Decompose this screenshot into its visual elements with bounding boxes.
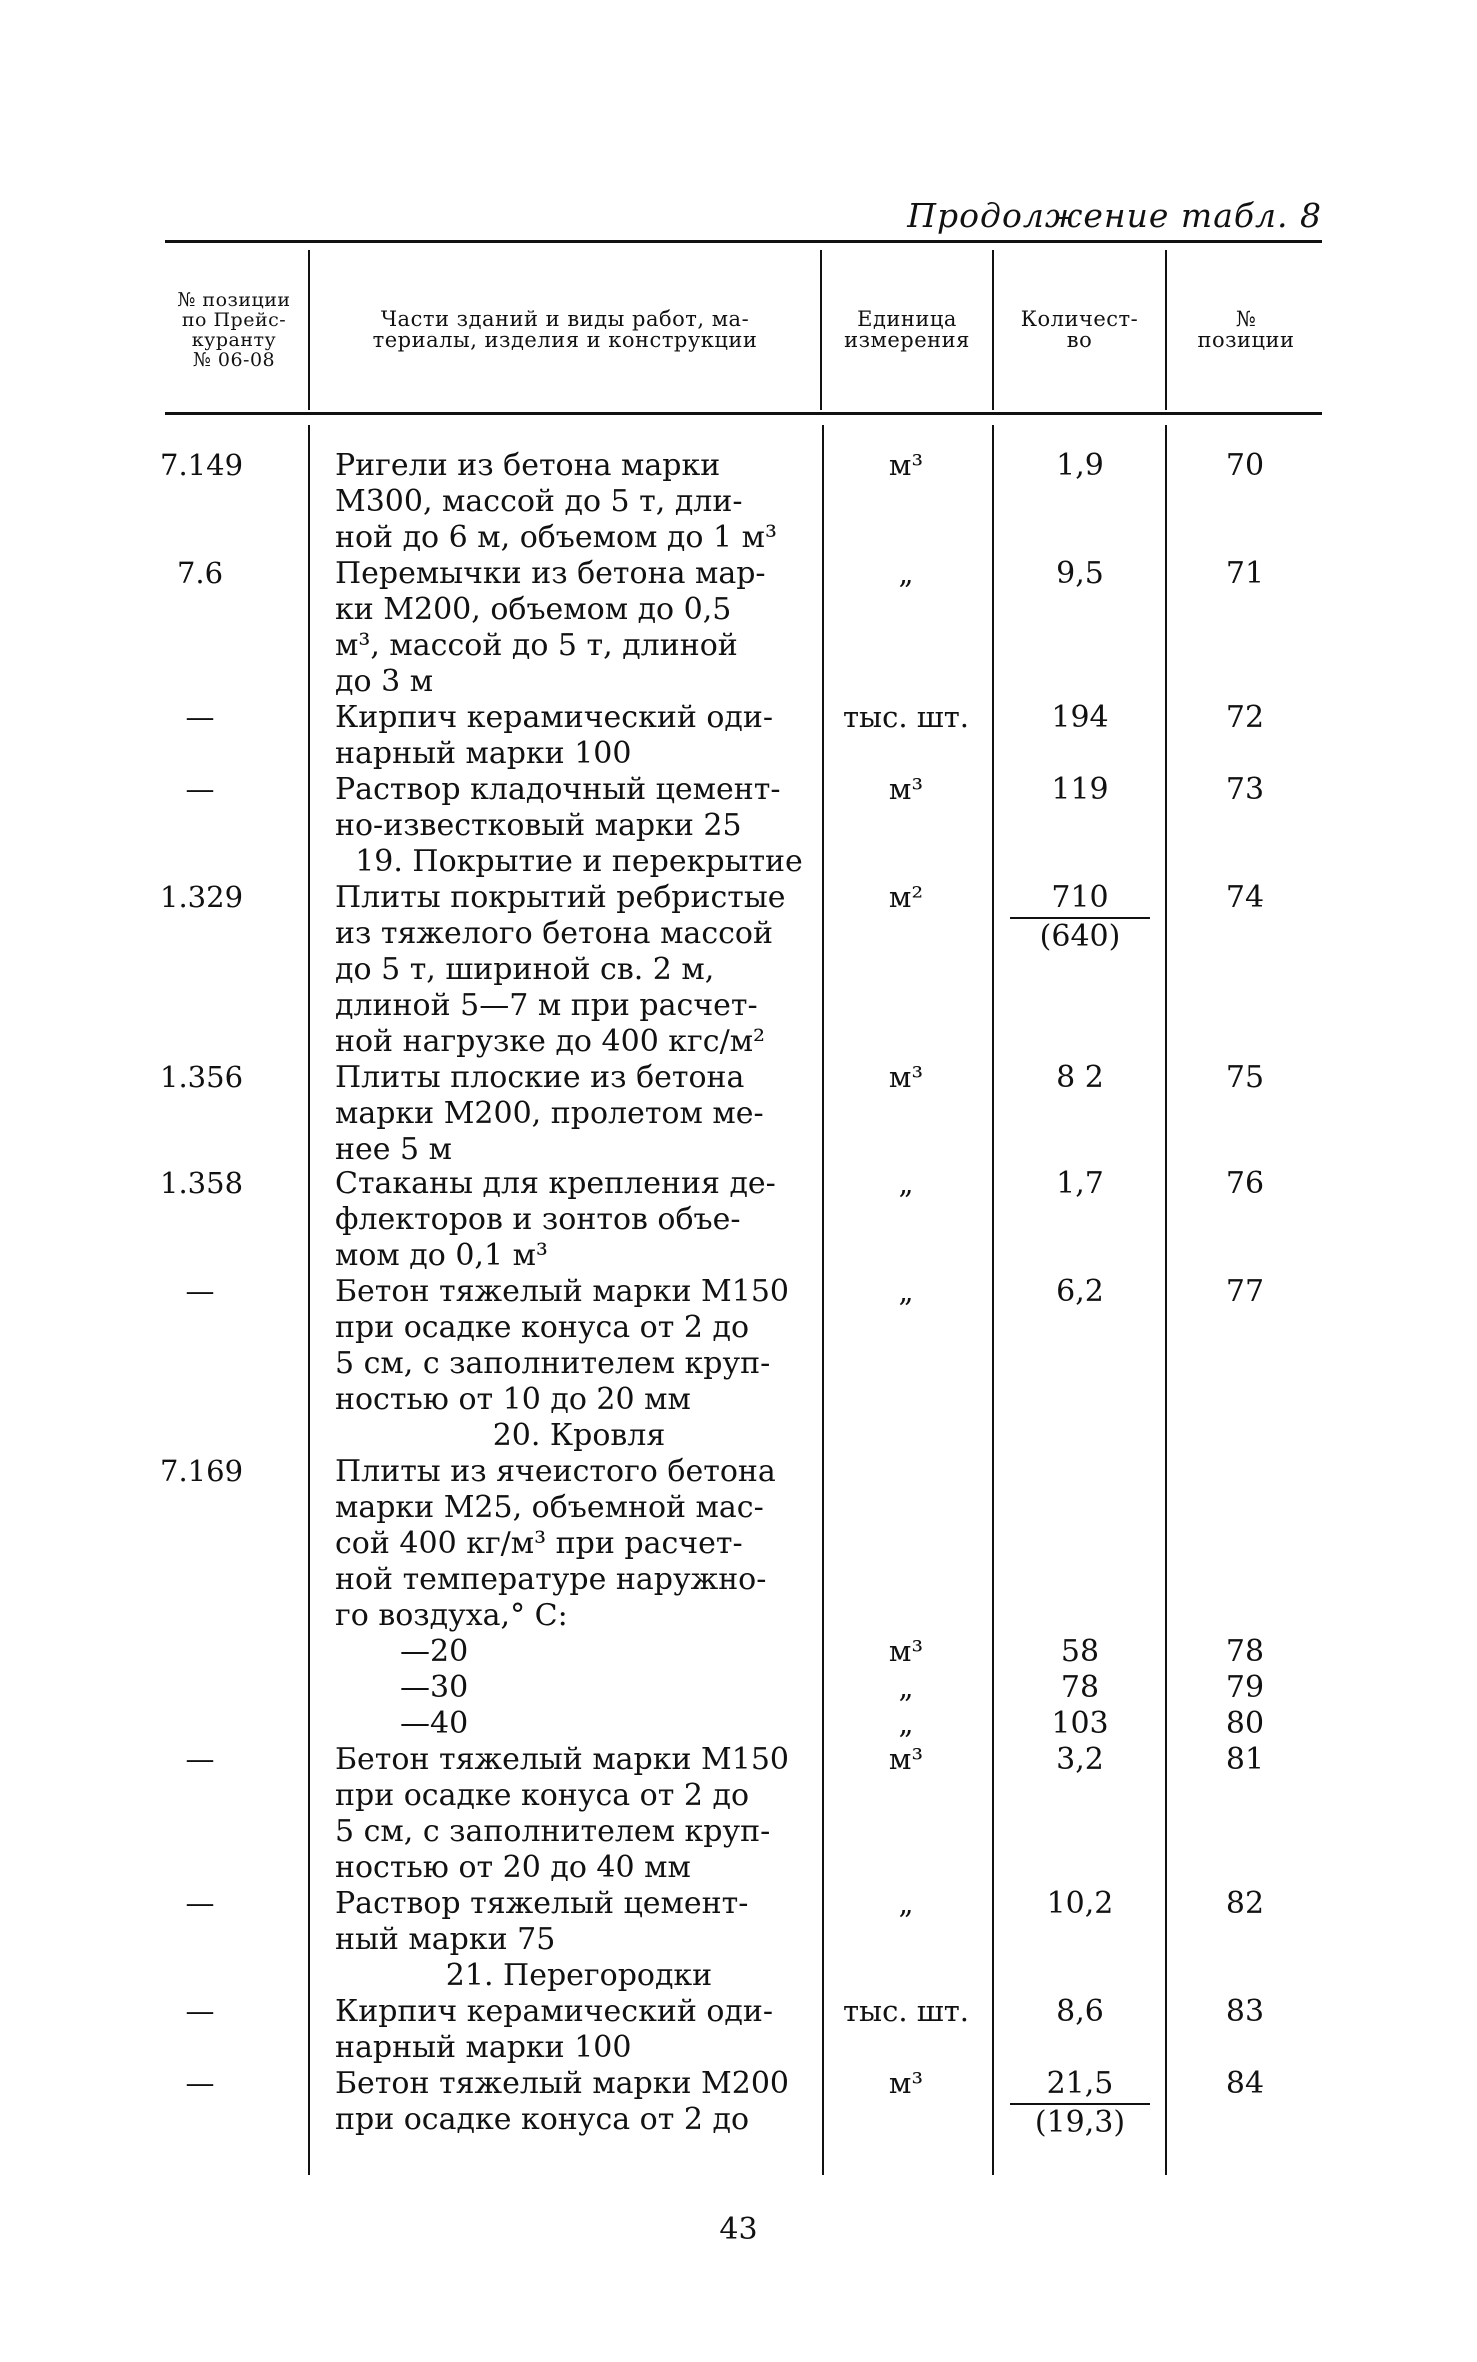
position-number: 70	[1225, 448, 1265, 483]
col-divider-3-body	[992, 425, 994, 2175]
pricelist-code: 1.358	[160, 1166, 244, 1200]
quantity	[995, 2066, 1165, 2140]
pricelist-code: —	[185, 1886, 215, 1920]
unit: „	[898, 1706, 914, 1740]
quantity: 1,7	[1056, 1166, 1104, 1201]
pricelist-code: 7.149	[160, 448, 244, 482]
quantity: 119	[1051, 772, 1109, 807]
position-number: 78	[1225, 1634, 1265, 1669]
quantity: 78	[1060, 1670, 1100, 1705]
position-number: 74	[1225, 880, 1265, 915]
pricelist-code: —	[185, 1274, 215, 1308]
pricelist-code: —	[185, 700, 215, 734]
table-caption: Продолжение табл. 8	[907, 196, 1322, 235]
unit: м³	[888, 772, 924, 806]
unit: м²	[888, 880, 924, 914]
header-position-pricelist: № позиции по Прейс- куранту № 06-08	[177, 289, 291, 371]
unit: „	[898, 1886, 914, 1920]
header-unit: Единица измерения	[844, 307, 970, 352]
quantity: 9,5	[1056, 556, 1104, 591]
temperature-value: —40	[400, 1706, 469, 1741]
pricelist-code: —	[185, 1742, 215, 1776]
item-description: Плиты из ячеистого бетона марки М25, объемной мас- сой 400 кг/м³ при расчет- ной температуре наружно- го воздуха,° С:	[335, 1454, 776, 1633]
header-description: Части зданий и виды работ, ма- териалы, изделия и конструкции	[372, 307, 758, 352]
item-description: Плиты покрытий ребристые из тяжелого бетона массой до 5 т, шириной св. 2 м, длиной 5—7 м при расчет- ной нагрузке до 400 кгс/м²	[335, 880, 786, 1059]
position-number: 80	[1225, 1706, 1265, 1741]
position-number: 84	[1225, 2066, 1265, 2101]
quantity-main: 21,5	[1010, 2066, 1150, 2105]
position-number: 79	[1225, 1670, 1265, 1705]
quantity: 58	[1060, 1634, 1100, 1669]
item-description: Плиты плоские из бетона марки М200, пролетом ме- нее 5 м	[335, 1060, 764, 1167]
header-bottom-rule	[165, 412, 1322, 415]
quantity: 10,2	[1046, 1886, 1114, 1921]
quantity: 1,9	[1056, 448, 1104, 483]
position-number: 77	[1225, 1274, 1265, 1309]
unit: м³	[888, 1060, 924, 1094]
quantity: 194	[1051, 700, 1109, 735]
unit: тыс. шт.	[842, 1994, 970, 2028]
quantity: 3,2	[1056, 1742, 1104, 1777]
quantity-main: 710	[1010, 880, 1150, 919]
section-heading: 21. Перегородки	[445, 1958, 713, 1993]
quantity: 6,2	[1056, 1274, 1104, 1309]
temperature-value: —20	[400, 1634, 469, 1669]
item-description: Ригели из бетона марки М300, массой до 5 т, дли- ной до 6 м, объемом до 1 м³	[335, 448, 777, 555]
unit: „	[898, 1166, 914, 1200]
unit: „	[898, 556, 914, 590]
temperature-value: —30	[400, 1670, 469, 1705]
pricelist-code: —	[185, 772, 215, 806]
pricelist-code: 7.6	[176, 556, 224, 590]
position-number: 83	[1225, 1994, 1265, 2029]
quantity-alt: (640)	[1039, 919, 1121, 954]
quantity: 8,6	[1056, 1994, 1104, 2029]
section-heading: 19. Покрытие и перекрытие	[355, 844, 803, 879]
item-description: Раствор тяжелый цемент- ный марки 75	[335, 1886, 749, 1957]
item-description: Бетон тяжелый марки М200 при осадке конуса от 2 до	[335, 2066, 790, 2137]
pricelist-code: 1.329	[160, 880, 244, 914]
item-description: Кирпич керамический оди- нарный марки 100	[335, 1994, 774, 2065]
quantity-alt: (19,3)	[1034, 2105, 1126, 2140]
item-description: Раствор кладочный цемент- но-известковый марки 25	[335, 772, 781, 843]
position-number: 76	[1225, 1166, 1265, 1201]
position-number: 71	[1225, 556, 1265, 591]
position-number: 73	[1225, 772, 1265, 807]
pricelist-code: —	[185, 2066, 215, 2100]
pricelist-code: —	[185, 1994, 215, 2028]
unit: м³	[888, 448, 924, 482]
header-position-number: № позиции	[1197, 307, 1295, 352]
unit: „	[898, 1670, 914, 1704]
item-description: Перемычки из бетона мар- ки М200, объемом до 0,5 м³, массой до 5 т, длиной до 3 м	[335, 556, 766, 699]
item-description: Бетон тяжелый марки М150 при осадке конуса от 2 до 5 см, с заполнителем круп- ностью от 20 до 40 мм	[335, 1742, 790, 1885]
page-number: 43	[719, 2212, 758, 2247]
pricelist-code: 1.356	[160, 1060, 244, 1094]
position-number: 81	[1225, 1742, 1265, 1777]
quantity: 8 2	[1056, 1060, 1104, 1095]
item-description: Кирпич керамический оди- нарный марки 100	[335, 700, 774, 771]
unit: м³	[888, 2066, 924, 2100]
unit: „	[898, 1274, 914, 1308]
item-description: Стаканы для крепления де- флекторов и зонтов объе- мом до 0,1 м³	[335, 1166, 776, 1273]
unit: м³	[888, 1742, 924, 1776]
position-number: 75	[1225, 1060, 1265, 1095]
header-quantity: Количест- во	[1020, 307, 1139, 352]
pricelist-code: 7.169	[160, 1454, 244, 1488]
unit: тыс. шт.	[842, 700, 970, 734]
position-number: 82	[1225, 1886, 1265, 1921]
col-divider-1-body	[308, 425, 310, 2175]
position-number: 72	[1225, 700, 1265, 735]
item-description: Бетон тяжелый марки М150 при осадке конуса от 2 до 5 см, с заполнителем круп- ностью от 10 до 20 мм	[335, 1274, 790, 1417]
quantity: 103	[1051, 1706, 1109, 1741]
unit: м³	[888, 1634, 924, 1668]
section-heading: 20. Кровля	[492, 1418, 666, 1453]
top-rule	[165, 240, 1322, 243]
quantity	[995, 880, 1165, 954]
